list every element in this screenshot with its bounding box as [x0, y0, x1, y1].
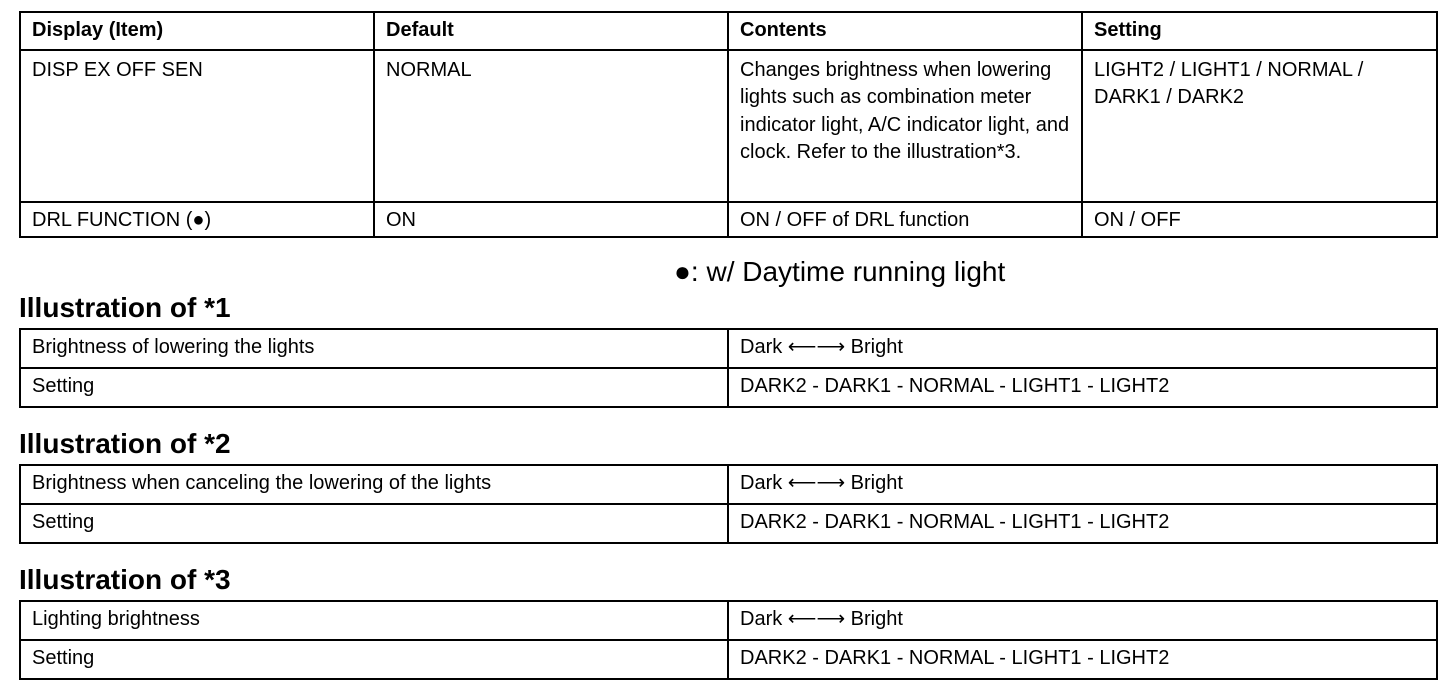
row-value: Dark ⟵⟶ Bright	[728, 465, 1437, 504]
row-label: Brightness of lowering the lights	[20, 329, 728, 368]
illustration-3-table	[19, 600, 1438, 680]
illustration-2-table	[19, 464, 1438, 544]
table-row	[20, 202, 1437, 238]
table-row	[20, 640, 1437, 679]
row-value: Dark ⟵⟶ Bright	[728, 601, 1437, 640]
footnote-drl: ●: w/ Daytime running light	[674, 256, 1006, 287]
header-contents: Contents	[728, 12, 1082, 50]
row-value: Dark ⟵⟶ Bright	[728, 329, 1437, 368]
illustration-1-table	[19, 328, 1438, 408]
row-label: Setting	[20, 504, 728, 543]
table-row	[20, 50, 1437, 202]
table-row	[20, 504, 1437, 543]
illustration-3-title: Illustration of *3	[19, 564, 231, 595]
row-label: Brightness when canceling the lowering of the lights	[20, 465, 728, 504]
illustration-1-title: Illustration of *1	[19, 292, 231, 323]
header-default: Default	[374, 12, 728, 50]
cell-contents: ON / OFF of DRL function	[728, 202, 1082, 238]
cell-default: ON	[374, 202, 728, 238]
header-setting: Setting	[1082, 12, 1437, 50]
table-header-row	[20, 12, 1437, 50]
cell-setting: LIGHT2 / LIGHT1 / NORMAL / DARK1 / DARK2	[1082, 50, 1437, 202]
row-value: DARK2 - DARK1 - NORMAL - LIGHT1 - LIGHT2	[728, 368, 1437, 407]
row-label: Setting	[20, 368, 728, 407]
cell-item: DISP EX OFF SEN	[20, 50, 374, 202]
table-row	[20, 329, 1437, 368]
table-row	[20, 601, 1437, 640]
illustration-2-title: Illustration of *2	[19, 428, 231, 459]
table-row	[20, 465, 1437, 504]
row-label: Setting	[20, 640, 728, 679]
row-value: DARK2 - DARK1 - NORMAL - LIGHT1 - LIGHT2	[728, 640, 1437, 679]
cell-item: DRL FUNCTION (●)	[20, 202, 374, 238]
cell-default: NORMAL	[374, 50, 728, 202]
cell-contents: Changes brightness when lowering lights such as combination meter indicator light, A/C indicator light, and clock. Refer to the illustration*3.	[728, 50, 1082, 202]
row-label: Lighting brightness	[20, 601, 728, 640]
settings-table	[19, 11, 1438, 238]
row-value: DARK2 - DARK1 - NORMAL - LIGHT1 - LIGHT2	[728, 504, 1437, 543]
header-display-item: Display (Item)	[20, 12, 374, 50]
table-row	[20, 368, 1437, 407]
cell-setting: ON / OFF	[1082, 202, 1437, 238]
